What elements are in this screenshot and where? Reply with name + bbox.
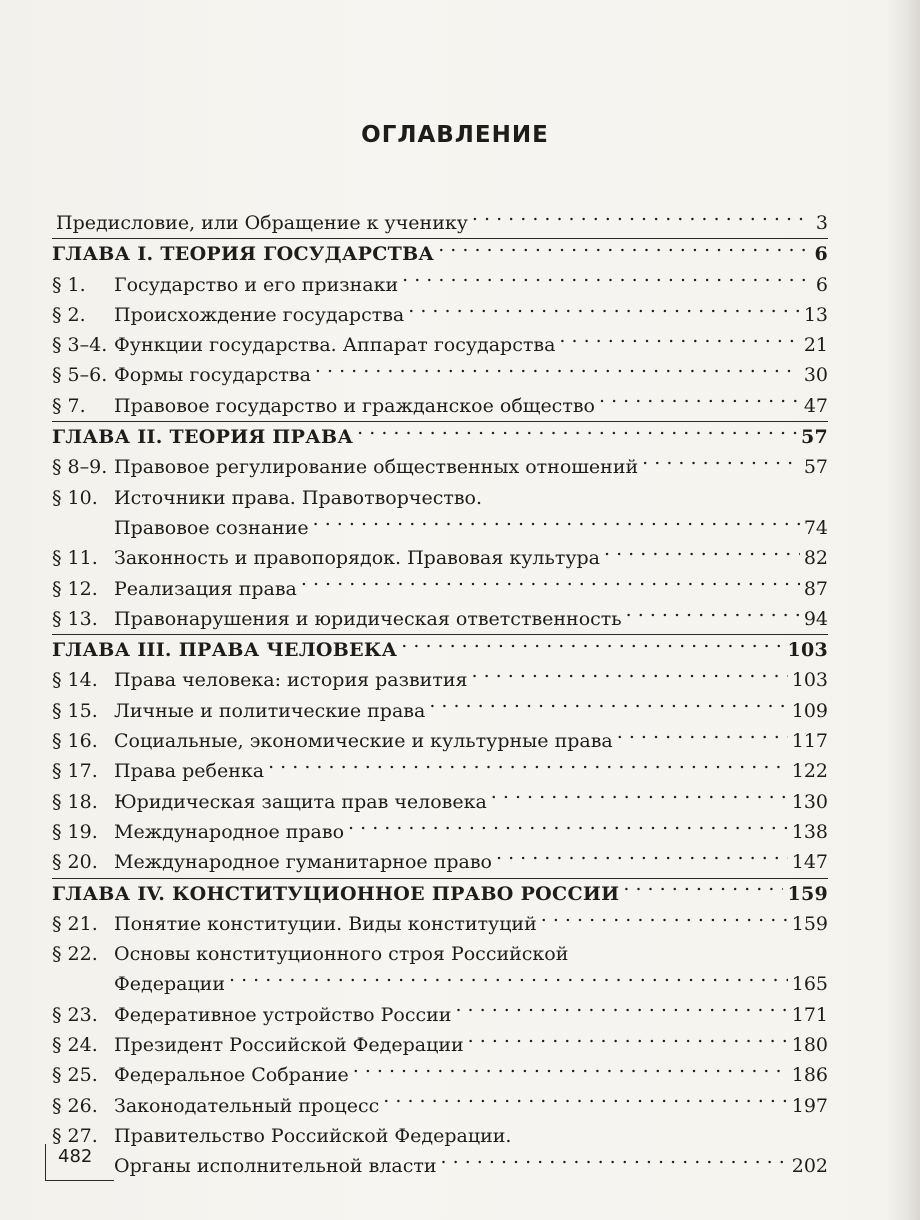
toc-section-row — [52, 939, 828, 969]
toc-page-number: 6 — [815, 273, 828, 296]
toc-entry-text: Предисловие, или Обращение к ученику — [56, 212, 468, 234]
toc-section-row — [52, 756, 828, 786]
section-title: Международное гуманитарное право — [114, 851, 492, 874]
section-title: Социальные, экономические и культурные права — [114, 730, 613, 753]
leader-dots — [441, 1153, 788, 1172]
section-number: § 3–4. — [52, 334, 108, 357]
toc-section-row-continued — [52, 969, 828, 999]
section-number: § 27. — [52, 1124, 98, 1147]
leader-dots — [268, 758, 788, 777]
section-title: Президент Российской Федерации — [114, 1034, 464, 1057]
toc-section-row — [52, 665, 828, 695]
section-title: Международное право — [114, 820, 345, 843]
section-number: § 22. — [52, 943, 98, 966]
leader-dots — [229, 971, 788, 990]
section-title: Правонарушения и юридическая ответственность — [114, 607, 622, 630]
leader-dots — [455, 1002, 787, 1021]
toc-page-number: 103 — [787, 639, 828, 662]
toc-page-number: 94 — [803, 607, 828, 630]
toc-page-number: 3 — [815, 212, 828, 234]
page-title: ОГЛАВЛЕНИЕ — [361, 122, 549, 148]
section-number: § 16. — [52, 730, 98, 753]
leader-dots — [429, 698, 787, 717]
section-title: Реализация права — [114, 577, 297, 600]
toc-page-number: 186 — [791, 1064, 828, 1087]
toc-page-number: 57 — [800, 426, 828, 449]
toc-section-row — [52, 1121, 828, 1151]
section-number: § 11. — [52, 547, 98, 570]
chapter-title: ГЛАВА I. ТЕОРИЯ ГОСУДАРСТВА — [52, 243, 435, 266]
section-number: § 14. — [52, 669, 98, 692]
section-number: § 13. — [52, 607, 98, 630]
toc-chapter-1 — [52, 238, 828, 269]
section-number: § 15. — [52, 699, 98, 722]
toc-page-number: 180 — [791, 1034, 828, 1057]
toc-section-row — [52, 391, 828, 421]
leader-dots — [604, 545, 800, 564]
toc-page-number: 147 — [791, 851, 828, 874]
section-number: § 21. — [52, 912, 98, 935]
section-title: Основы конституционного строя Российской — [114, 943, 569, 966]
section-number: § 1. — [52, 273, 86, 296]
toc-section-row — [52, 1091, 828, 1121]
page-edge-shadow — [886, 0, 920, 1220]
toc-page-number: 6 — [814, 243, 828, 266]
toc-page-number: 171 — [791, 1003, 828, 1026]
leader-dots — [301, 576, 800, 595]
leader-dots — [357, 424, 797, 443]
section-number: § 24. — [52, 1034, 98, 1057]
leader-dots — [315, 362, 800, 381]
leader-dots — [348, 819, 788, 838]
toc-page-number: 82 — [803, 547, 828, 570]
section-number: § 20. — [52, 851, 98, 874]
section-number: § 18. — [52, 790, 98, 813]
leader-dots — [468, 1032, 788, 1051]
section-title: Правовое государство и гражданское общество — [114, 394, 595, 417]
toc-page-number: 122 — [791, 760, 828, 783]
toc-page-number: 117 — [791, 730, 828, 753]
leader-dots — [313, 515, 800, 534]
leader-dots — [438, 241, 810, 260]
leader-dots — [541, 911, 788, 930]
section-title: Федеративное устройство России — [114, 1003, 452, 1026]
leader-dots — [472, 667, 788, 686]
toc-section-row — [52, 543, 828, 573]
leader-dots — [353, 1062, 788, 1081]
section-title: Юридическая защита прав человека — [114, 790, 487, 813]
toc-section-row — [52, 270, 828, 300]
section-title: Функции государства. Аппарат государства — [114, 334, 556, 357]
toc-chapter-2 — [52, 421, 828, 452]
section-number: § 26. — [52, 1094, 98, 1117]
section-number: § 17. — [52, 760, 98, 783]
toc-page-number: 103 — [791, 669, 828, 692]
leader-dots — [383, 1093, 787, 1112]
section-title: Источники права. Правотворчество. — [114, 486, 483, 509]
chapter-title: ГЛАВА II. ТЕОРИЯ ПРАВА — [52, 426, 354, 449]
table-of-contents — [52, 208, 828, 1182]
chapter-title: ГЛАВА IV. КОНСТИТУЦИОННОЕ ПРАВО РОССИИ — [52, 882, 620, 905]
toc-section-row — [52, 574, 828, 604]
toc-page-number: 197 — [791, 1094, 828, 1117]
chapter-title: ГЛАВА III. ПРАВА ЧЕЛОВЕКА — [52, 639, 398, 662]
toc-page-number: 202 — [791, 1155, 828, 1178]
toc-section-row — [52, 452, 828, 482]
section-title: Федеральное Собрание — [114, 1064, 349, 1087]
toc-chapter-4 — [52, 878, 828, 909]
leader-dots — [559, 332, 799, 351]
leader-dots — [402, 272, 812, 291]
toc-section-row — [52, 1030, 828, 1060]
toc-section-row — [52, 909, 828, 939]
section-title: Понятие конституции. Виды конституций — [114, 912, 537, 935]
toc-section-row-continued — [52, 513, 828, 543]
toc-section-row — [52, 1000, 828, 1030]
section-number: § 10. — [52, 486, 98, 509]
toc-section-row — [52, 787, 828, 817]
section-number: § 25. — [52, 1064, 98, 1087]
toc-section-row — [52, 1060, 828, 1090]
section-title: Государство и его признаки — [114, 273, 399, 296]
section-title: Правительство Российской Федерации. — [114, 1124, 512, 1147]
leader-dots — [491, 789, 788, 808]
section-title: Права человека: история развития — [114, 669, 468, 692]
toc-page-number: 30 — [803, 364, 828, 387]
toc-page-number: 130 — [791, 790, 828, 813]
toc-page-number: 87 — [803, 577, 828, 600]
toc-page-number: 109 — [791, 699, 828, 722]
toc-section-row — [52, 604, 828, 634]
section-number: § 8–9. — [52, 456, 108, 479]
toc-page-number: 47 — [803, 394, 828, 417]
section-number: § 23. — [52, 1003, 98, 1026]
section-title: Происхождение государства — [114, 303, 405, 326]
toc-section-row — [52, 483, 828, 513]
section-title: Правовое регулирование общественных отношений — [114, 456, 639, 479]
toc-section-row — [52, 360, 828, 390]
toc-section-row — [52, 300, 828, 330]
toc-page-number: 57 — [803, 456, 828, 479]
leader-dots — [401, 637, 783, 656]
toc-page-number: 13 — [803, 303, 828, 326]
toc-page-number: 159 — [787, 882, 828, 905]
toc-section-row — [52, 330, 828, 360]
toc-page-number: 159 — [791, 912, 828, 935]
toc-page-number: 21 — [803, 334, 828, 357]
section-number: § 12. — [52, 577, 98, 600]
toc-section-row — [52, 847, 828, 877]
section-title: Формы государства — [114, 364, 311, 387]
section-number: § 5–6. — [52, 364, 108, 387]
section-title: Личные и политические права — [114, 699, 426, 722]
section-title: Права ребенка — [114, 760, 265, 783]
toc-page-number: 138 — [791, 820, 828, 843]
page-number: 482 — [58, 1146, 93, 1167]
leader-dots — [617, 728, 788, 747]
toc-section-row — [52, 696, 828, 726]
section-title: Законодательный процесс — [114, 1094, 380, 1117]
toc-section-row — [52, 817, 828, 847]
leader-dots — [496, 849, 788, 868]
leader-dots — [408, 302, 800, 321]
toc-row-intro — [52, 208, 828, 238]
leader-dots — [472, 210, 812, 229]
leader-dots — [642, 454, 800, 473]
section-title-continued: Федерации — [114, 973, 225, 996]
leader-dots — [599, 393, 800, 412]
toc-page-number: 165 — [791, 973, 828, 996]
section-number: § 7. — [52, 394, 86, 417]
toc-section-row — [52, 726, 828, 756]
section-title: Законность и правопорядок. Правовая культура — [114, 547, 601, 570]
toc-page-number: 74 — [803, 516, 828, 539]
leader-dots — [623, 881, 783, 900]
toc-section-row-continued — [52, 1151, 828, 1181]
section-title-continued: Правовое сознание — [114, 516, 309, 539]
toc-chapter-3 — [52, 634, 828, 665]
section-title-continued: Органы исполнительной власти — [114, 1155, 437, 1178]
leader-dots — [626, 606, 800, 625]
section-number: § 19. — [52, 820, 98, 843]
section-number: § 2. — [52, 303, 86, 326]
